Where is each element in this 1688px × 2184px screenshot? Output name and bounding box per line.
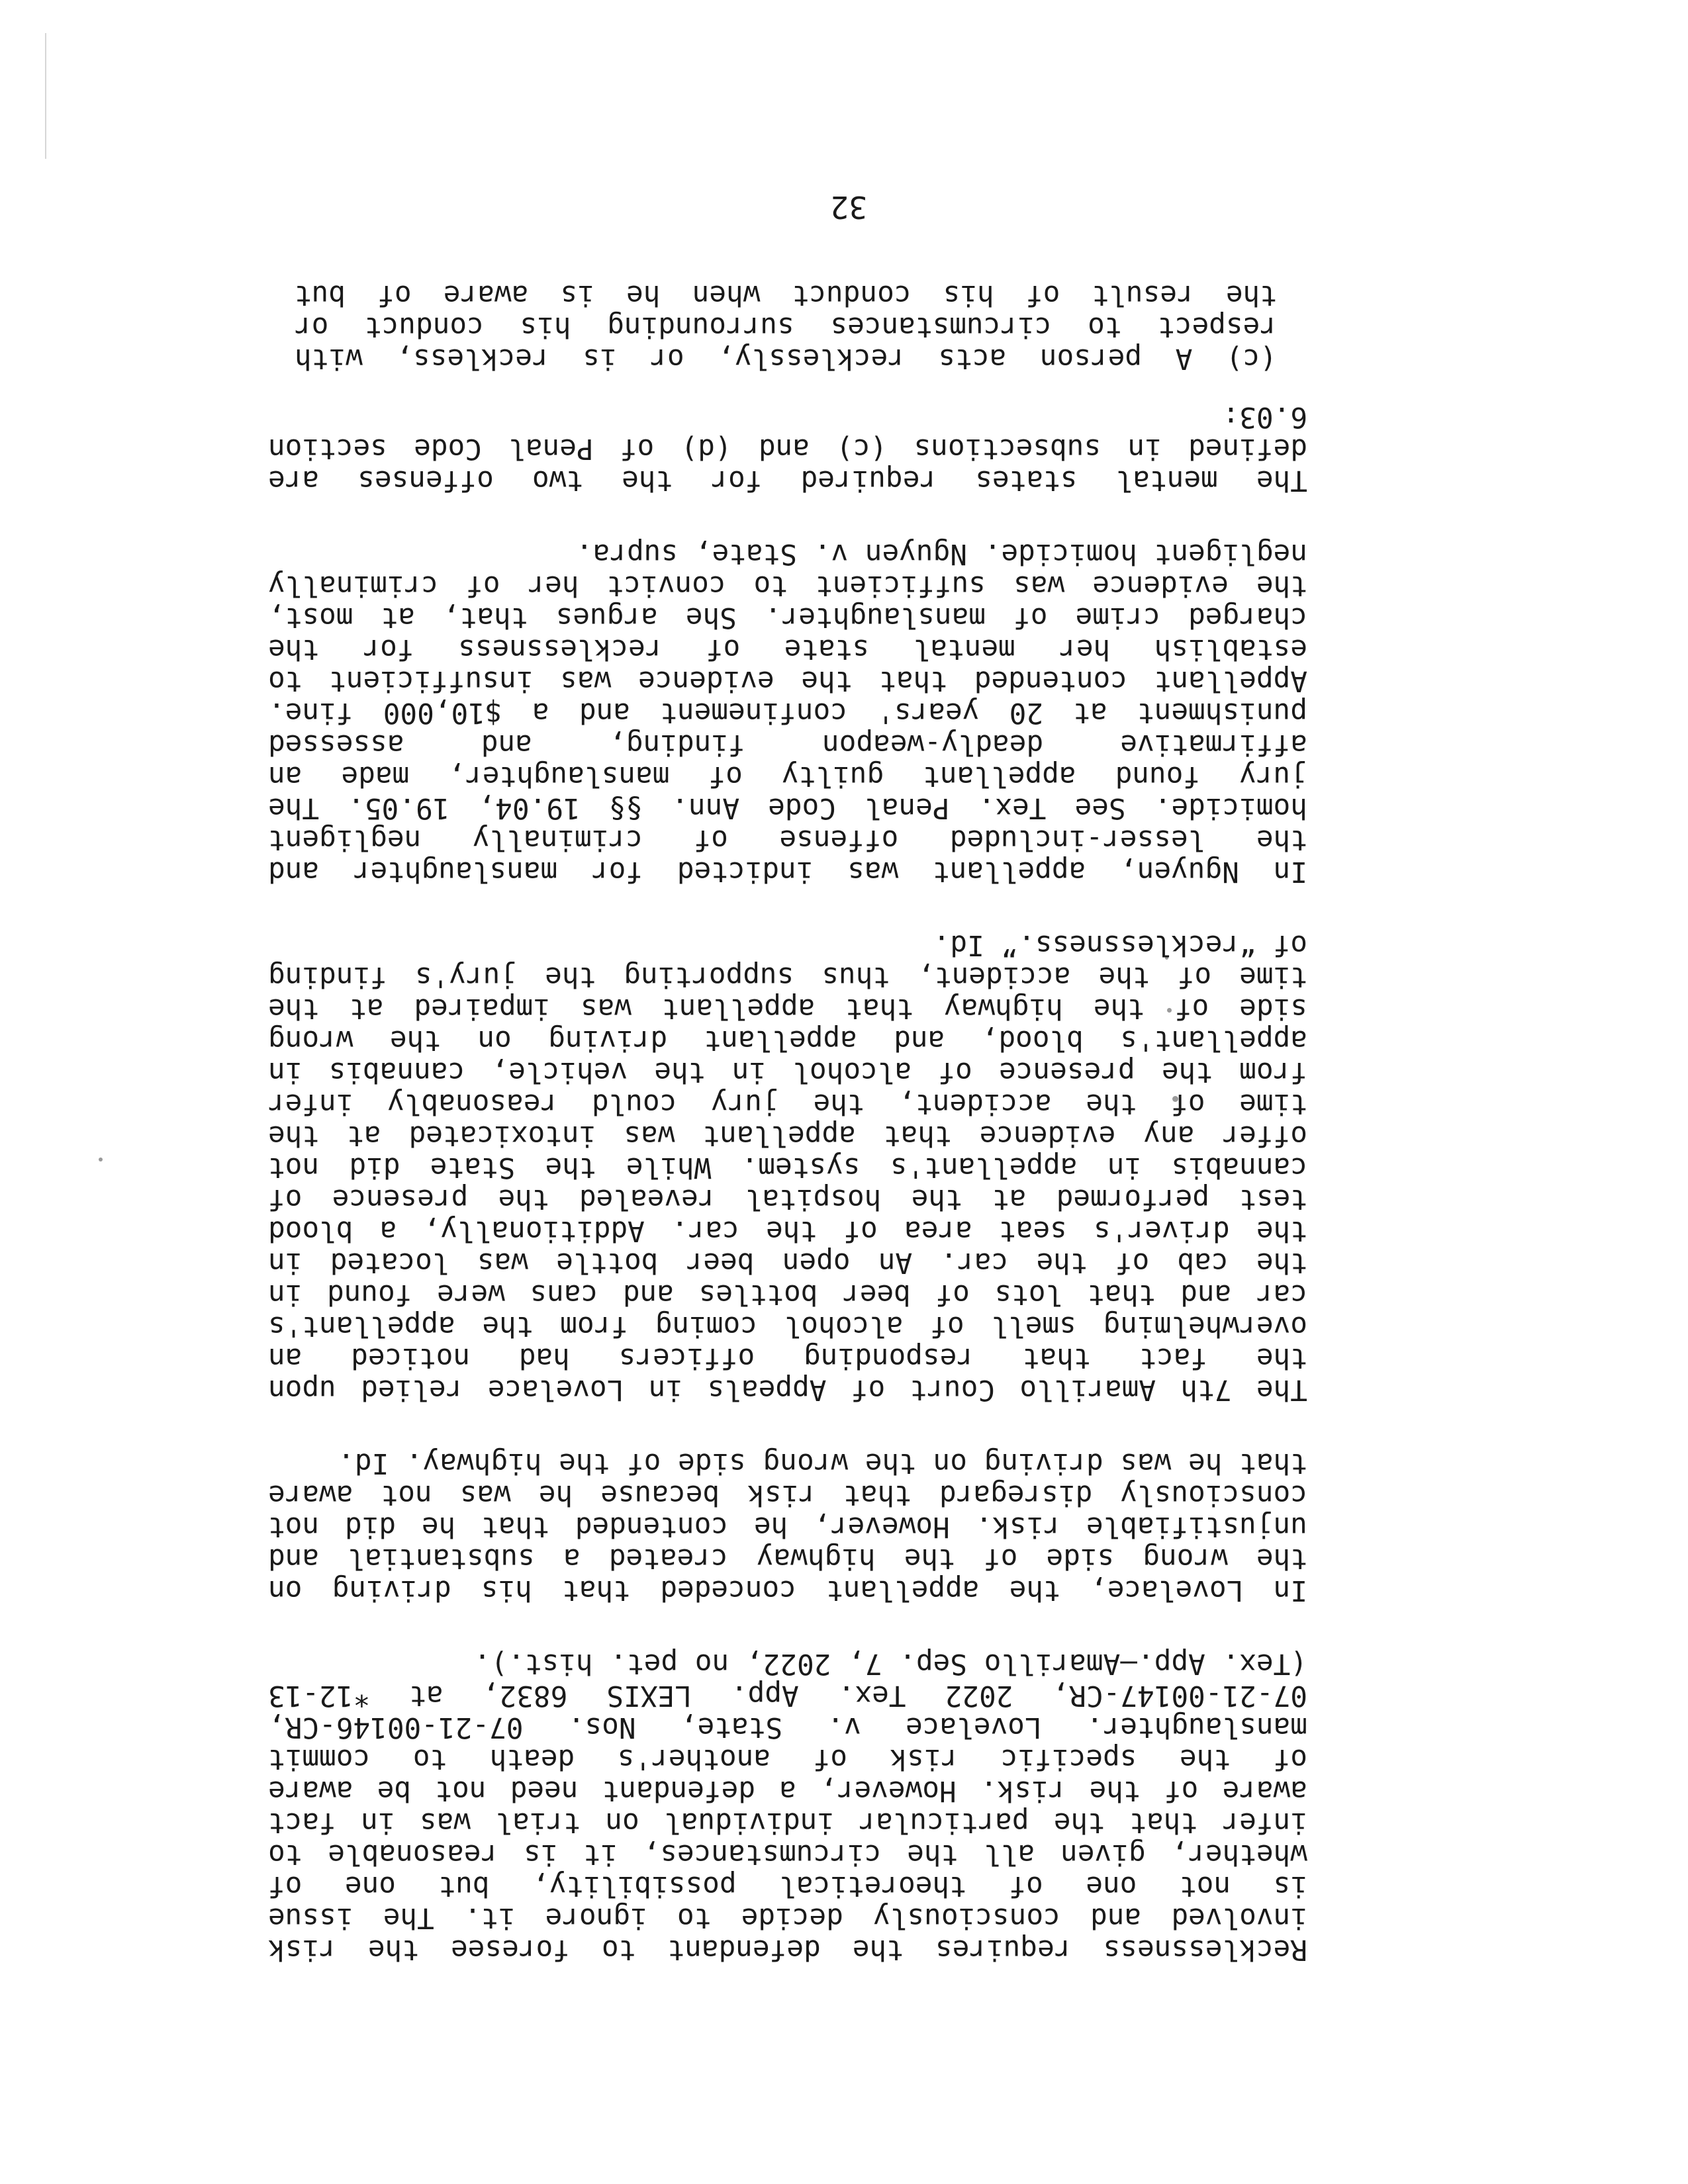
text-line: respect to circumstances surrounding his conduct or xyxy=(295,310,1277,343)
text-line: aware of the risk. However, a defendant need not be aware xyxy=(268,1774,1307,1807)
paragraph-lovelace-facts xyxy=(268,1447,1307,1606)
text-line: cannabis in appellant's system. While the State did not xyxy=(268,1151,1307,1184)
text-line: test performed at the hospital revealed the presence of xyxy=(268,1183,1307,1216)
text-line: time of the accident, the jury could reasonably infer xyxy=(268,1087,1307,1120)
text-line: the cab of the car. An open beer bottle was located in xyxy=(268,1246,1307,1279)
scan-edge-mark xyxy=(45,33,46,159)
text-line: of the specific risk of another's death to commit xyxy=(268,1743,1307,1776)
block-quote-penal-code xyxy=(295,279,1277,375)
text-line: time of the accident, thus supporting the jury's finding xyxy=(268,960,1307,993)
text-line: punishment at 20 years' confinement and a $10,000 fine. xyxy=(268,696,1307,729)
text-line: defined in subsections (c) and (d) of Penal Code section xyxy=(268,432,1307,465)
text-line: (c) A person acts recklessly, or is reckless, with xyxy=(295,342,1277,375)
text-line: In Nguyen, appellant was indicted for manslaughter and xyxy=(268,855,1307,888)
scan-speck xyxy=(99,1158,103,1161)
text-line: establish her mental state of recklessness for the xyxy=(268,633,1307,666)
text-line: 07-21-00147-CR, 2022 Tex. App. LEXIS 6832, at *12-13 xyxy=(268,1679,1307,1712)
body-text xyxy=(268,279,1307,1966)
text-line: charged crime of manslaughter. She argues that, at most, xyxy=(268,601,1307,634)
text-line: In Lovelace, the appellant conceded that his driving on xyxy=(268,1574,1307,1607)
text-line: consciously disregard that risk because he was not aware xyxy=(268,1479,1307,1512)
text-line: The 7th Amarillo Court of Appeals in Lovelace relied upon xyxy=(268,1373,1307,1406)
text-line: infer that the particular individual on trial was in fact xyxy=(268,1806,1307,1839)
text-line: Recklessness requires the defendant to foresee the risk xyxy=(268,1933,1307,1966)
text-line: side of the highway that appellant was impaired at the xyxy=(268,992,1307,1025)
text-line: homicide. See Tex. Penal Code Ann. §§ 19.04, 19.05. The xyxy=(268,792,1307,825)
text-line: (Tex. App.—Amarillo Sep. 7, 2022, no pet. hist.). xyxy=(473,1647,1307,1680)
text-line: Appellant contended that the evidence was insufficient to xyxy=(268,664,1307,698)
text-line: the driver's seat area of the car. Additionally, a blood xyxy=(268,1214,1307,1248)
text-line: jury found appellant guilty of manslaughter, made an xyxy=(268,760,1307,793)
text-line: manslaughter. Lovelace v. State, Nos. 07-21-00146-CR, xyxy=(268,1711,1307,1744)
page-number: 32 xyxy=(830,189,867,225)
text-line: the result of his conduct when he is aware of but xyxy=(295,279,1277,312)
text-line: the lesser-included offense of criminally negligent xyxy=(268,823,1307,856)
text-line: appellant's blood, and appellant driving on the wrong xyxy=(268,1024,1307,1057)
text-line: unjustifiable risk. However, he contended that he did not xyxy=(268,1510,1307,1543)
text-line: whether, given all the circumstances, it is reasonable to xyxy=(268,1838,1307,1871)
text-line: from the presence of alcohol in the vehicle, cannabis in xyxy=(268,1056,1307,1089)
paragraph-mental-states xyxy=(268,401,1307,496)
paragraph-recklessness xyxy=(268,1648,1307,1966)
text-line: the fact that responding officers had noticed an xyxy=(268,1342,1307,1375)
text-line: offer any evidence that appellant was intoxicated at the xyxy=(268,1119,1307,1152)
text-line: 6.03: xyxy=(1222,400,1307,433)
paragraph-nguyen xyxy=(268,538,1307,887)
text-line: affirmative deadly-weapon finding, and assessed xyxy=(268,728,1307,761)
text-line: involved and consciously decide to ignore it. The issue xyxy=(268,1901,1307,1934)
text-line: the wrong side of the highway created a substantial and xyxy=(268,1542,1307,1575)
paragraph-amarillo-court xyxy=(268,929,1307,1406)
text-line: The mental states required for the two offenses are xyxy=(268,464,1307,497)
text-line: of “recklessness.” Id. xyxy=(933,929,1307,962)
text-line: car and that lots of beer bottles and cans were found in xyxy=(268,1278,1307,1311)
text-line: is not one of theoretical possibility, but one of xyxy=(268,1870,1307,1903)
text-line: overwhelming smell of alcohol coming from the appellant's xyxy=(268,1310,1307,1343)
text-line: negligent homicide. Nguyen v. State, supra. xyxy=(575,537,1307,570)
text-line: the evidence was sufficient to convict her of criminally xyxy=(268,569,1307,602)
text-line: that he was driving on the wrong side of the highway. Id. xyxy=(338,1447,1307,1480)
